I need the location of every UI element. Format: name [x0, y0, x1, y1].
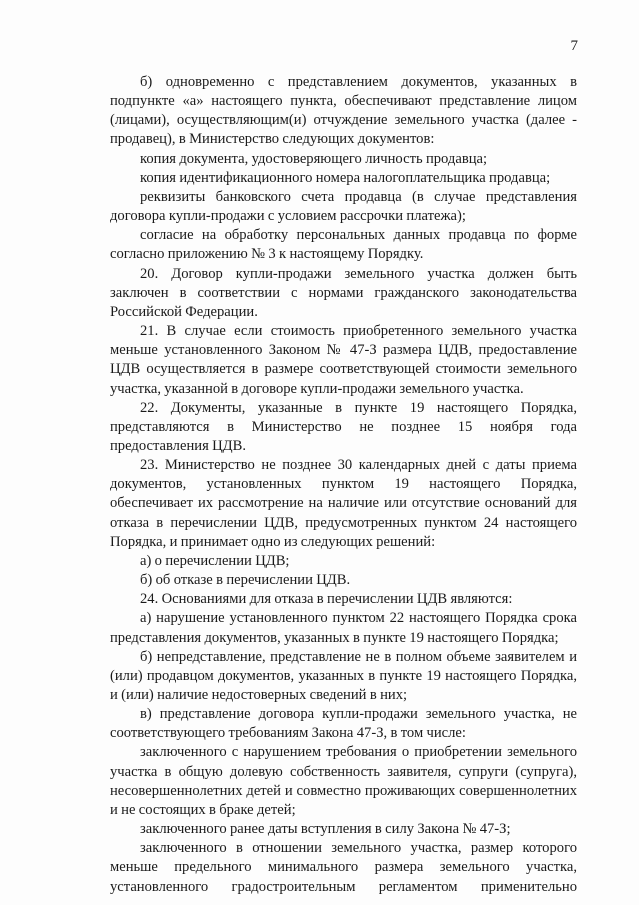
paragraph-item-b-documents: б) одновременно с представлением документов, указанных в подпункте «а» настоящего пункта, обеспечивают представление лицом (лицами), осуществляющим(и) отчуждение земельного участка (далее - продавец), в Министерство следующих документов: [110, 74, 577, 148]
list-item-personal-data-consent: согласие на обработку персональных данных продавца по форме согласно приложению № 3 к настоящему Порядку. [110, 227, 577, 263]
paragraph-22: 22. Документы, указанные в пункте 19 настоящего Порядка, представляются в Министерство не позднее 15 ноября года предоставления ЦДВ. [110, 399, 577, 454]
refusal-ground-c: в) представление договора купли-продажи земельного участка, не соответствующего требованиям Закона 47-З, в том числе: [110, 706, 577, 742]
paragraph-24: 24. Основаниями для отказа в перечислении ЦДВ являются: [140, 591, 513, 608]
refusal-subitem-ownership: заключенного с нарушением требования о приобретении земельного участка в общую долевую собственность заявителя, супруги (супруга), несовершеннолетних детей и совместно проживающих совершеннолетних и не состоящих в браке детей; [110, 744, 577, 818]
refusal-ground-b: б) непредставление, представление не в полном объеме заявителем и (или) продавцом документов, указанных в пункте 19 настоящего Порядка, и (или) наличие недостоверных сведений в них; [110, 648, 577, 703]
paragraph-21: 21. В случае если стоимость приобретенного земельного участка меньше установленного Законом № 47-З размера ЦДВ, предоставление ЦДВ осуществляется в размере соответствующей стоимости земельного участка, указанной в договоре купли-продажи земельного участка. [110, 323, 577, 397]
list-item-identity-document: копия документа, удостоверяющего личность продавца; [140, 150, 488, 167]
refusal-ground-a: а) нарушение установленного пунктом 22 настоящего Порядка срока представления документов, указанных в пункте 19 настоящего Порядка; [110, 610, 577, 646]
list-item-bank-details: реквизиты банковского счета продавца (в случае представления договора купли-продажи с условием рассрочки платежа); [110, 188, 577, 225]
document-body [110, 73, 577, 897]
decision-option-a: а) о перечислении ЦДВ; [140, 552, 290, 569]
page-number: 7 [570, 38, 578, 54]
decision-option-b: б) об отказе в перечислении ЦДВ. [140, 572, 351, 589]
refusal-subitem-date: заключенного ранее даты вступления в силу Закона № 47-З; [140, 821, 511, 838]
paragraph-20: 20. Договор купли-продажи земельного участка должен быть заключен в соответствии с нормами гражданского законодательства Российской Федерации. [110, 265, 577, 320]
paragraph-23: 23. Министерство не позднее 30 календарных дней с даты приема документов, установленных пунктом 19 настоящего Порядка, обеспечивает их рассмотрение на наличие или отсутствие оснований для отказа в перечислении ЦДВ, предусмотренных пунктом 24 настоящего Порядка, и принимает одно из следующих решений: [110, 457, 577, 550]
list-item-taxpayer-number: копия идентификационного номера налогоплательщика продавца; [140, 169, 551, 186]
refusal-subitem-plot-size: заключенного в отношении земельного участка, размер которого меньше предельного минимального размера земельного участка, установленного градостроительным регламентом применительно [110, 840, 577, 895]
